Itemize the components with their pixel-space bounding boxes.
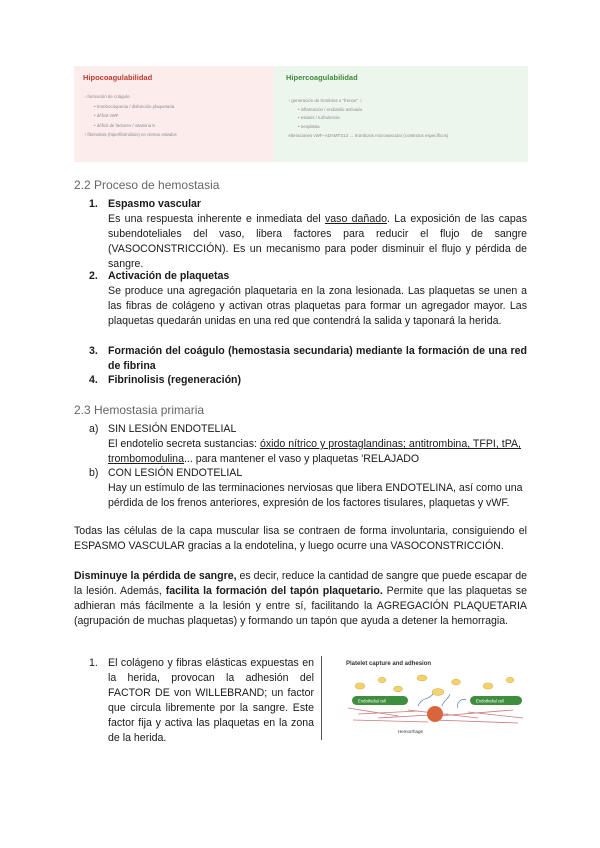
item-title: SIN LESIÓN ENDOTELIAL bbox=[108, 423, 237, 435]
list-item: Alteraciones vWF–ADAMTS13 → trombosis microvascular (contextos específicos) bbox=[288, 133, 449, 139]
item-marker: b) bbox=[89, 467, 99, 479]
paragraph-spasm: Todas las células de la capa muscular lisa se contraen de forma involuntaria, consiguiendo el ESPASMO VASCULAR gracias a la endotelina, y luego ocurre una VASOCONSTRICCIÓN. bbox=[74, 525, 527, 552]
item-number: 4. bbox=[89, 374, 98, 386]
process-item-2 bbox=[89, 269, 527, 344]
column-divider bbox=[321, 656, 322, 740]
hypercoagulability-panel bbox=[274, 66, 528, 162]
section-heading-2-2: 2.2 Proceso de hemostasia bbox=[74, 178, 220, 192]
item-title: Espasmo vascular bbox=[108, 198, 202, 210]
paragraph-effects bbox=[74, 569, 527, 629]
list-item: ↑ generación de trombina o "frenos" ↓: bbox=[288, 98, 363, 103]
subitem-a bbox=[89, 422, 527, 467]
body-text: El endotelio secreta sustancias: bbox=[108, 438, 260, 450]
hyper-title: Hipercoagulabilidad bbox=[286, 73, 358, 82]
item-number: 2. bbox=[89, 270, 98, 282]
item-title: Fibrinolisis (regeneración) bbox=[108, 374, 242, 386]
hemorrhage-label: Hemorrhage bbox=[398, 729, 424, 734]
list-item: ↓ formación de coágulo bbox=[84, 94, 130, 99]
comparison-figure bbox=[74, 66, 528, 162]
red-blood-cell bbox=[427, 706, 443, 722]
bold-text: Disminuye la pérdida de sangre, bbox=[74, 570, 237, 582]
body-text: ... para mantener el vaso y plaquetas 'RELAJADO bbox=[183, 453, 420, 465]
item-number: 1. bbox=[89, 198, 98, 210]
hypo-title: Hipocoagulabilidad bbox=[83, 73, 153, 82]
subitem-b bbox=[89, 466, 527, 524]
list-item: • inflamación / endotelio activado bbox=[298, 106, 363, 112]
list-item: • déficit de factores / vitamina K bbox=[94, 122, 156, 128]
figure-title: Platelet capture and adhesion bbox=[346, 661, 432, 667]
list-item: • déficit vWF bbox=[94, 113, 119, 119]
list-item: • estasis / turbulencia bbox=[298, 115, 340, 121]
item-body bbox=[108, 212, 527, 272]
process-item-4 bbox=[89, 373, 527, 388]
underlined-term: vaso dañado bbox=[324, 213, 388, 225]
vwf-strands bbox=[418, 694, 466, 708]
item-number: 3. bbox=[89, 345, 98, 357]
item-title: Formación del coágulo (hemostasia secundaria) mediante la formación de una red de fibrina bbox=[108, 345, 527, 372]
item-number: 1. bbox=[89, 657, 98, 669]
hypo-list bbox=[84, 92, 272, 140]
cell-label: Endothelial cell bbox=[358, 698, 387, 704]
item-body: Se produce una agregación plaquetaria en la zona lesionada. Las plaquetas se unen a las fibras de colágeno y activan otras plaquetas para formar un agregador mayor. Las plaquetas quedarán unidas en una red que contendrá la salida y taponará la herida. bbox=[108, 285, 527, 327]
bold-text: facilita la formación del tapón plaquetario. bbox=[165, 585, 383, 597]
body-text: . La exposición de las capas subendoteliales del vaso, libera factores para reducir el flujo de sangre (VASOCONSTRICCIÓN). Es un mecanismo para poder disminuir el flujo y pérdida de sangre. bbox=[108, 213, 527, 270]
hyper-list bbox=[288, 97, 520, 139]
item-title: Activación de plaquetas bbox=[108, 270, 230, 282]
platelet-adhesion-figure bbox=[338, 656, 530, 738]
cell-label: Endothelial cell bbox=[476, 698, 505, 704]
list-item: ↑ fibrinolisis (hiperfibrinólisis) en ciertos estados bbox=[84, 132, 177, 138]
body-text: Permite que las plaquetas se adhieran más fácilmente a la lesión y entre sí, facilitando la AGREGACIÓN PLAQUETARIA (agrupación de muchas plaquetas) y formando un tapón que ayuda a detener la hemorragia. bbox=[74, 585, 527, 627]
item-title: CON LESIÓN ENDOTELIAL bbox=[108, 467, 243, 479]
list-item: • neoplasia bbox=[298, 123, 320, 129]
body-text: es decir, reduce la cantidad de sangre que puede escapar de la lesión. Además, bbox=[74, 570, 527, 597]
item-marker: a) bbox=[89, 423, 99, 435]
item-body bbox=[108, 437, 527, 467]
item-body: El colágeno y fibras elásticas expuestas en la herida, provocan la adhesión del FACTOR DE von WILLEBRAND; un factor que circula libremente por la sangre. Este factor fija y activa las plaquetas en la zona de la herida. bbox=[108, 657, 314, 744]
list-item: • trombocitopenia / disfunción plaquetaria bbox=[94, 103, 175, 109]
hypocoagulability-panel bbox=[74, 66, 274, 162]
underlined-term: óxido nítrico y prostaglandinas; antitrombina, TFPI, tPA, trombomodulina bbox=[108, 438, 521, 465]
body-text: Es una respuesta inherente e inmediata del bbox=[108, 213, 325, 225]
platelets bbox=[355, 675, 514, 695]
item-body: Hay un estímulo de las terminaciones nerviosas que libera ENDOTELINA, así como una pérdida de los frenos anteriores, expresión de los factores tisulares, plaquetas y vWF. bbox=[108, 482, 523, 509]
process-item-1 bbox=[89, 197, 527, 269]
process-item-3 bbox=[89, 344, 527, 374]
section-heading-2-3: 2.3 Hemostasia primaria bbox=[74, 403, 205, 417]
